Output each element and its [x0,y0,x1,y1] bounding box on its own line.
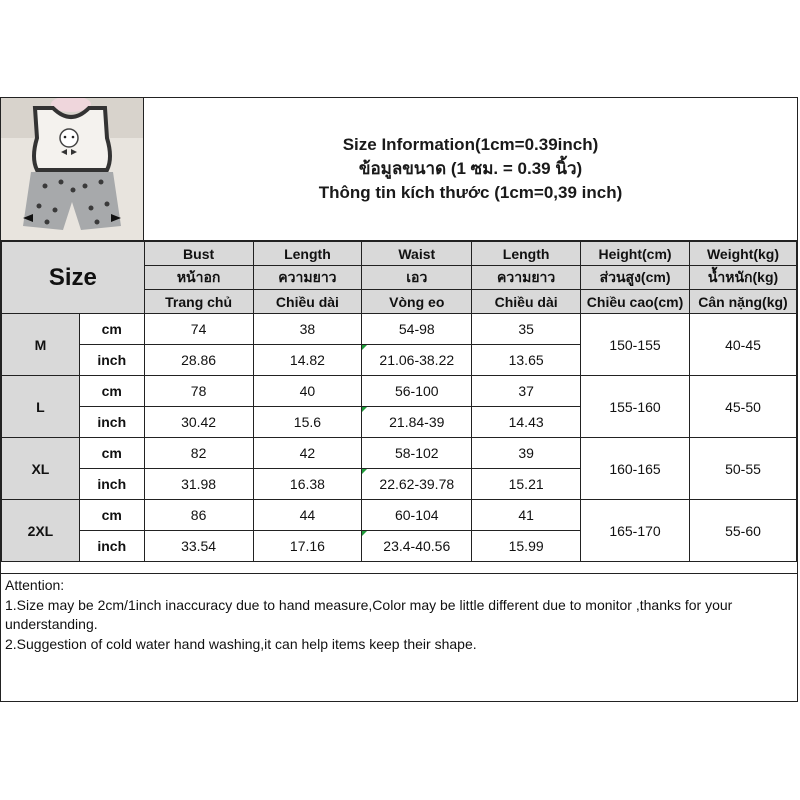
height-range: 150-155 [581,314,690,376]
waist-cm: 56-100 [362,376,472,407]
table-row [2,376,797,407]
length-inch: 15.6 [253,407,362,438]
table-row [2,438,797,469]
size-name: M [2,314,80,376]
waist-inch: 21.84-39 [362,407,472,438]
unit-label: inch [79,407,144,438]
bust-cm: 82 [144,438,253,469]
waist-cm: 60-104 [362,500,472,531]
header-weight-vi: Cân nặng(kg) [690,290,797,314]
length-inch: 14.82 [253,345,362,376]
weight-range: 50-55 [690,438,797,500]
header-weight-thai: น้ำหนัก(kg) [690,266,797,290]
waist-cm: 58-102 [362,438,472,469]
header-length-thai: ความยาว [253,266,362,290]
length-2-inch: 15.21 [472,469,581,500]
length-cm: 42 [253,438,362,469]
unit-label: cm [79,314,144,345]
length-inch: 16.38 [253,469,362,500]
unit-label: cm [79,376,144,407]
bust-cm: 86 [144,500,253,531]
length-cm: 40 [253,376,362,407]
product-photo [1,98,144,241]
height-range: 155-160 [581,376,690,438]
bust-inch: 30.42 [144,407,253,438]
title-vietnamese: Thông tin kích thước (1cm=0,39 inch) [318,183,623,202]
table-row [2,500,797,531]
header-length-2: Length [472,242,581,266]
size-header: Size [2,242,145,314]
header-waist-vi: Vòng eo [362,290,472,314]
product-photo-illustration [1,98,143,240]
header-bust: Bust [144,242,253,266]
length-inch: 17.16 [253,531,362,562]
weight-range: 45-50 [690,376,797,438]
notes-heading: Attention: [5,577,65,593]
table-row [2,314,797,345]
length-cm: 44 [253,500,362,531]
header-waist-thai: เอว [362,266,472,290]
waist-inch: 23.4-40.56 [362,531,472,562]
height-range: 165-170 [581,500,690,562]
title-english: Size Information(1cm=0.39inch) [342,135,599,154]
header-bust-thai: หน้าอก [144,266,253,290]
header-weight: Weight(kg) [690,242,797,266]
header-length-2-thai: ความยาว [472,266,581,290]
length-cm: 38 [253,314,362,345]
unit-label: cm [79,438,144,469]
unit-label: inch [79,469,144,500]
size-chart-sheet [0,97,798,702]
unit-label: inch [79,345,144,376]
header-height-vi: Chiều cao(cm) [581,290,690,314]
title-thai: ข้อมูลขนาด (1 ซม. = 0.39 นิ้ว) [358,159,583,178]
title-block [144,98,797,241]
header-height: Height(cm) [581,242,690,266]
weight-range: 55-60 [690,500,797,562]
waist-cm: 54-98 [362,314,472,345]
bust-inch: 28.86 [144,345,253,376]
length-2-cm: 39 [472,438,581,469]
length-2-inch: 14.43 [472,407,581,438]
bust-cm: 74 [144,314,253,345]
bust-inch: 31.98 [144,469,253,500]
weight-range: 40-45 [690,314,797,376]
length-2-cm: 41 [472,500,581,531]
length-2-inch: 15.99 [472,531,581,562]
length-2-inch: 13.65 [472,345,581,376]
unit-label: inch [79,531,144,562]
height-range: 160-165 [581,438,690,500]
bust-inch: 33.54 [144,531,253,562]
header-bust-vi: Trang chủ [144,290,253,314]
length-2-cm: 35 [472,314,581,345]
bust-cm: 78 [144,376,253,407]
note-2: 2.Suggestion of cold water hand washing,it can help items keep their shape. [5,635,477,652]
header-height-thai: ส่วนสูง(cm) [581,266,690,290]
size-name: XL [2,438,80,500]
note-1: 1.Size may be 2cm/1inch inaccuracy due to hand measure,Color may be little different due to monitor ,thanks for your understanding. [5,596,733,632]
header-row-english [2,242,797,266]
size-table [1,241,797,562]
size-name: L [2,376,80,438]
header-length-vi: Chiều dài [253,290,362,314]
header-length-2-vi: Chiều dài [472,290,581,314]
attention-notes [1,573,797,701]
header-length: Length [253,242,362,266]
size-name: 2XL [2,500,80,562]
waist-inch: 22.62-39.78 [362,469,472,500]
unit-label: cm [79,500,144,531]
waist-inch: 21.06-38.22 [362,345,472,376]
length-2-cm: 37 [472,376,581,407]
header-waist: Waist [362,242,472,266]
